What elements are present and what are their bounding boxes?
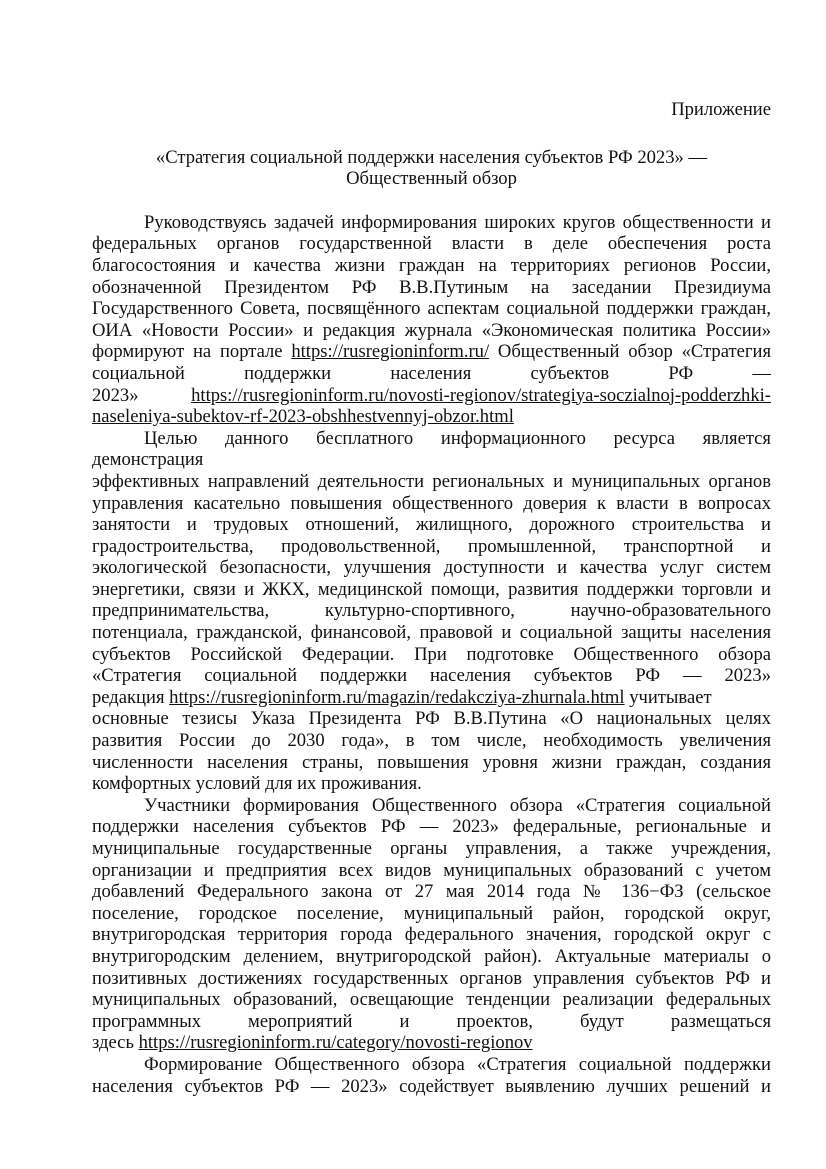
- text-fragment: 2023»: [92, 384, 192, 406]
- text-line: эффективных направлений деятельности региональных и муниципальных органов: [92, 470, 771, 492]
- title-line-2: Общественный обзор: [346, 168, 517, 190]
- text-line: Формирование Общественного обзора «Стратегия социальной поддержки: [144, 1053, 771, 1075]
- text-fragment: редакция: [92, 686, 170, 708]
- text-fragment: формируют на портале: [92, 341, 292, 363]
- editorial-link[interactable]: https://rusregioninform.ru/magazin/redakcziya-zhurnala.html: [169, 686, 625, 708]
- text-line: внутригородская территория города федерального значения, городской округ с: [92, 924, 771, 946]
- text-fragment: здесь: [92, 1032, 139, 1054]
- document-title: [92, 147, 771, 190]
- strategy-review-link-continued[interactable]: naseleniya-subektov-rf-2023-obshhestvennyj-obzor.html: [92, 406, 514, 428]
- text-line: поддержки населения субъектов РФ — 2023» федеральные, региональные и: [92, 816, 771, 838]
- text-fragment: учитывает: [624, 686, 712, 708]
- text-line: экологической безопасности, улучшения доступности и качества услуг систем: [92, 557, 771, 579]
- paragraph-4: [92, 1054, 771, 1097]
- strategy-review-link[interactable]: https://rusregioninform.ru/novosti-regionov/strategiya-soczialnoj-podderzhki-: [191, 384, 771, 406]
- text-line: Участники формирования Общественного обзора «Стратегия социальной: [144, 794, 771, 816]
- text-line: комфортных условий для их проживания.: [92, 773, 422, 795]
- text-line: [92, 406, 771, 428]
- text-line: энергетики, связи и ЖКХ, медицинской помощи, развития поддержки торговли и: [92, 578, 771, 600]
- text-line: муниципальных образований, освещающие тенденции реализации федеральных: [92, 989, 771, 1011]
- appendix-label: Приложение: [671, 99, 771, 120]
- paragraph-2: [92, 428, 771, 795]
- text-line: занятости и трудовых отношений, жилищного, дорожного строительства и: [92, 514, 771, 536]
- text-line: [92, 687, 771, 709]
- text-line: [92, 341, 771, 363]
- text-line: организации и предприятия всех видов муниципальных образований с учетом: [92, 859, 771, 881]
- text-line: поселение, городское поселение, муниципальный район, городской округ,: [92, 902, 771, 924]
- text-line: численности населения страны, повышения уровня жизни граждан, создания: [92, 751, 771, 773]
- text-line: «Стратегия социальной поддержки населения субъектов РФ — 2023»: [92, 665, 771, 687]
- text-line: обозначенной Президентом РФ В.В.Путиным на заседании Президиума: [92, 276, 771, 298]
- text-line: Целью данного бесплатного информационного ресурса является демонстрация: [92, 427, 771, 471]
- text-line: Государственного Совета, посвящённого аспектам социальной поддержки граждан,: [92, 298, 771, 320]
- portal-link[interactable]: https://rusregioninform.ru/: [291, 341, 490, 363]
- text-line: федеральных органов государственной власти в деле обеспечения роста: [92, 233, 771, 255]
- text-line: Руководствуясь задачей информирования широких кругов общественности и: [144, 211, 771, 233]
- text-line: добавлений Федерального закона от 27 мая 2014 года № 136−ФЗ (сельское: [92, 881, 771, 903]
- text-line: развития России до 2030 года», в том числе, необходимость увеличения: [92, 730, 771, 752]
- text-line: [92, 1032, 771, 1054]
- text-fragment: Общественный обзор «Стратегия: [489, 341, 771, 363]
- text-line: позитивных достижениях государственных органов управления субъектов РФ и: [92, 967, 771, 989]
- text-line: программных мероприятий и проектов, будут размещаться: [92, 1010, 771, 1032]
- text-line: населения субъектов РФ — 2023» содействует выявлению лучших решений и: [92, 1075, 771, 1097]
- text-line: социальной поддержки населения субъектов РФ —: [92, 362, 771, 384]
- text-line: потенциала, гражданской, финансовой, правовой и социальной защиты населения: [92, 622, 771, 644]
- text-line: предпринимательства, культурно-спортивного, научно-образовательного: [92, 600, 771, 622]
- paragraph-1: [92, 212, 771, 428]
- text-line: муниципальные государственные органы управления, а также учреждения,: [92, 838, 771, 859]
- text-line: управления касательно повышения общественного доверия к власти в вопросах: [92, 492, 771, 514]
- paragraph-3: [92, 795, 771, 1054]
- text-line: градостроительства, продовольственной, промышленной, транспортной и: [92, 535, 771, 557]
- text-line: ОИА «Новости России» и редакция журнала «Экономическая политика России»: [92, 319, 771, 341]
- text-line: основные тезисы Указа Президента РФ В.В.Путина «О национальных целях: [92, 708, 771, 730]
- text-line: внутригородским делением, внутригородской район). Актуальные материалы о: [92, 945, 771, 967]
- text-line: [92, 385, 771, 407]
- regional-news-link[interactable]: https://rusregioninform.ru/category/novosti-regionov: [138, 1032, 533, 1054]
- text-line: благосостояния и качества жизни граждан на территориях регионов России,: [92, 254, 771, 276]
- title-line-1: «Стратегия социальной поддержки населения субъектов РФ 2023» —: [155, 146, 708, 168]
- text-line: субъектов Российской Федерации. При подготовке Общественного обзора: [92, 643, 771, 665]
